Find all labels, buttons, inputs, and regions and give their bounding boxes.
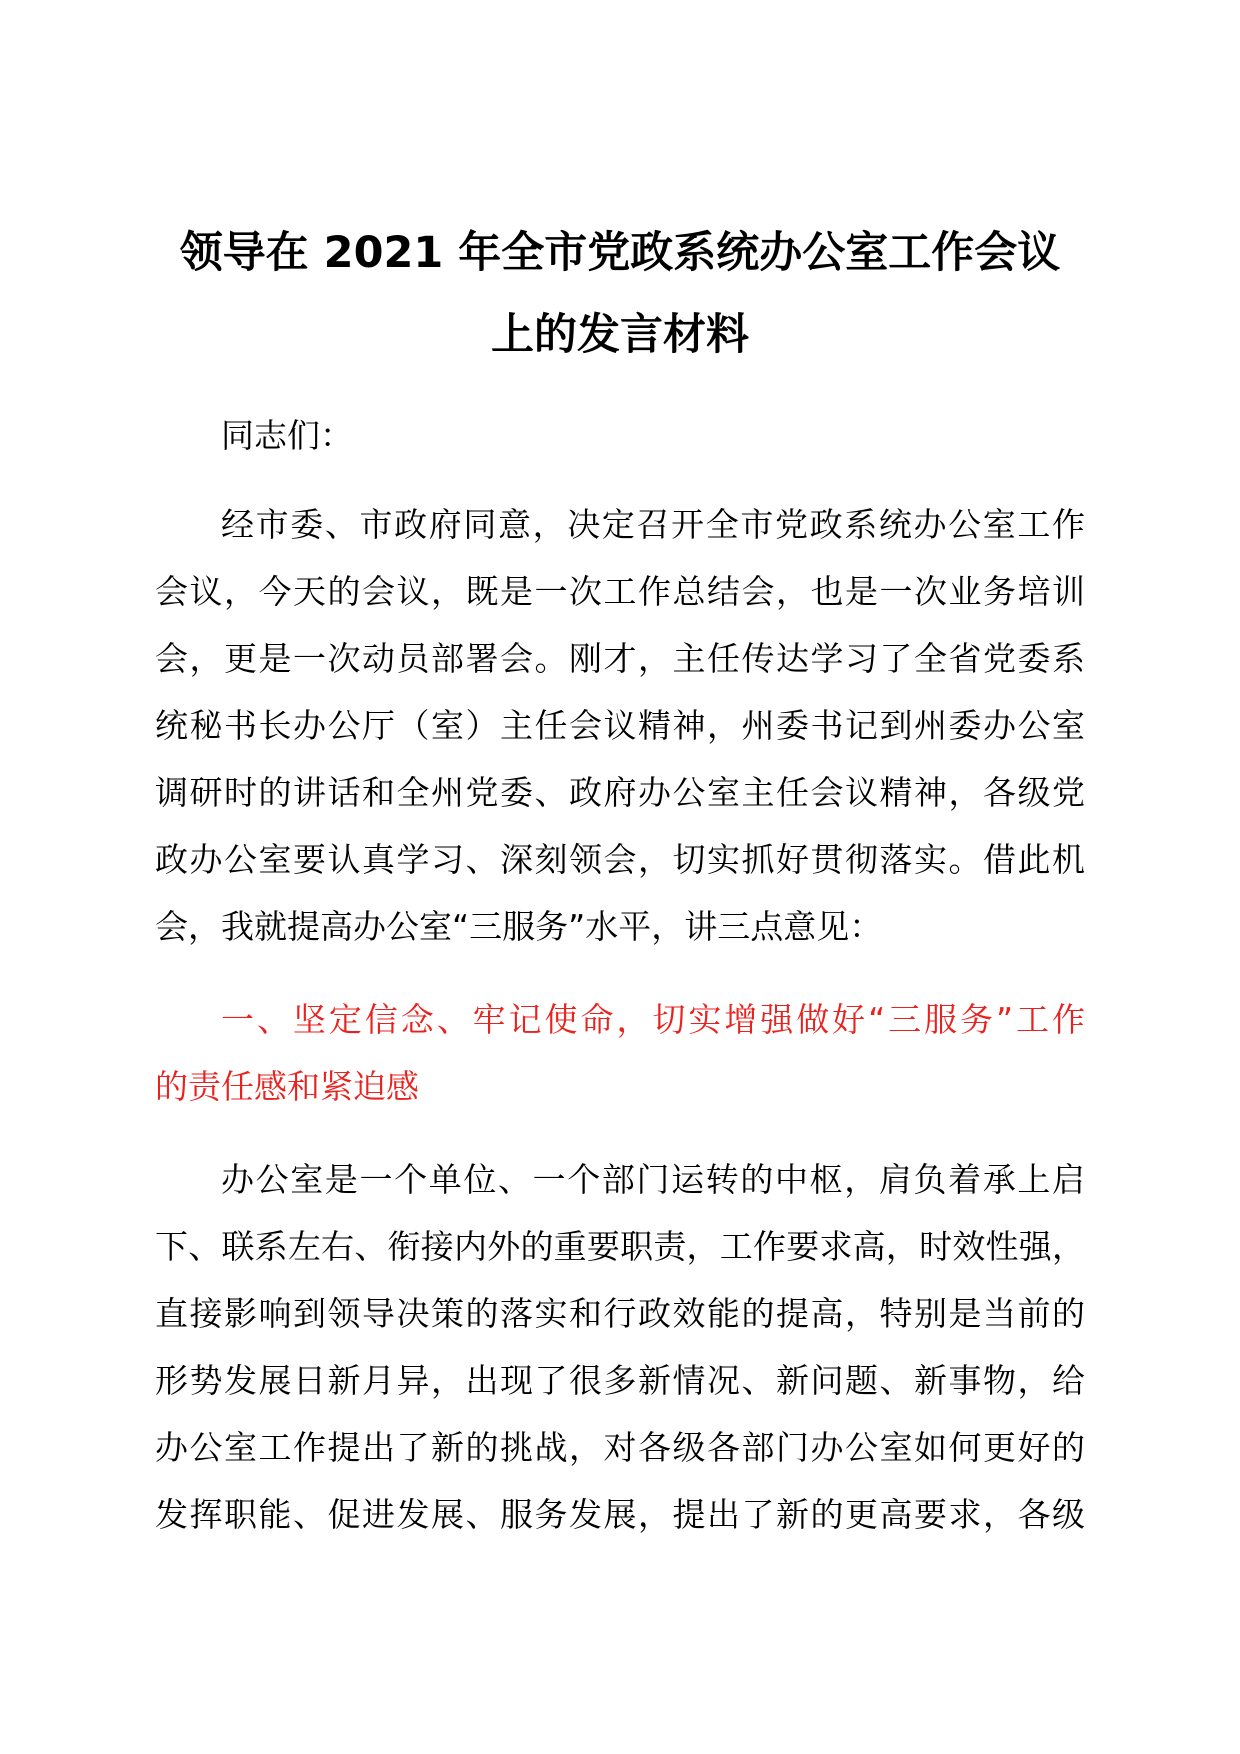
paragraph-1-line: 会，我就提高办公室“三服务”水平，讲三点意见：	[155, 907, 883, 946]
section-heading-1	[155, 986, 1085, 1120]
section-heading-1-line: 的责任感和紧迫感	[155, 1067, 419, 1106]
title-line-1: 领导在 2021 年全市党政系统办公室工作会议	[179, 228, 1061, 278]
paragraph-2-line: 办公室工作提出了新的挑战，对各级各部门办公室如何更好的	[155, 1428, 1085, 1467]
title-line-2: 上的发言材料	[491, 310, 749, 360]
paragraph-2-line: 办公室是一个单位、一个部门运转的中枢，肩负着承上启	[221, 1160, 1085, 1199]
section-heading-1-line: 一、坚定信念、牢记使命，切实增强做好“三服务”工作	[221, 1000, 1085, 1039]
paragraph-2-line: 下、联系左右、衔接内外的重要职责，工作要求高，时效性强，	[155, 1227, 1085, 1266]
paragraph-1-line: 会，更是一次动员部署会。刚才，主任传达学习了全省党委系	[155, 639, 1085, 678]
paragraph-1-line: 调研时的讲话和全州党委、政府办公室主任会议精神，各级党	[155, 773, 1085, 812]
salutation: 同志们：	[221, 416, 353, 455]
paragraph-1-line: 统秘书长办公厅（室）主任会议精神，州委书记到州委办公室	[155, 706, 1085, 745]
paragraph-1-line: 会议，今天的会议，既是一次工作总结会，也是一次业务培训	[155, 572, 1085, 611]
paragraph-2-line: 发挥职能、促进发展、服务发展，提出了新的更高要求，各级	[155, 1495, 1085, 1534]
document-title	[150, 212, 1090, 376]
paragraph-1-line: 经市委、市政府同意，决定召开全市党政系统办公室工作	[221, 505, 1085, 544]
paragraph-1	[155, 491, 1085, 960]
paragraph-2-line: 形势发展日新月异，出现了很多新情况、新问题、新事物，给	[155, 1361, 1085, 1400]
paragraph-2-line: 直接影响到领导决策的落实和行政效能的提高，特别是当前的	[155, 1294, 1085, 1333]
paragraph-2	[155, 1146, 1085, 1548]
paragraph-1-line: 政办公室要认真学习、深刻领会，切实抓好贯彻落实。借此机	[155, 840, 1085, 879]
